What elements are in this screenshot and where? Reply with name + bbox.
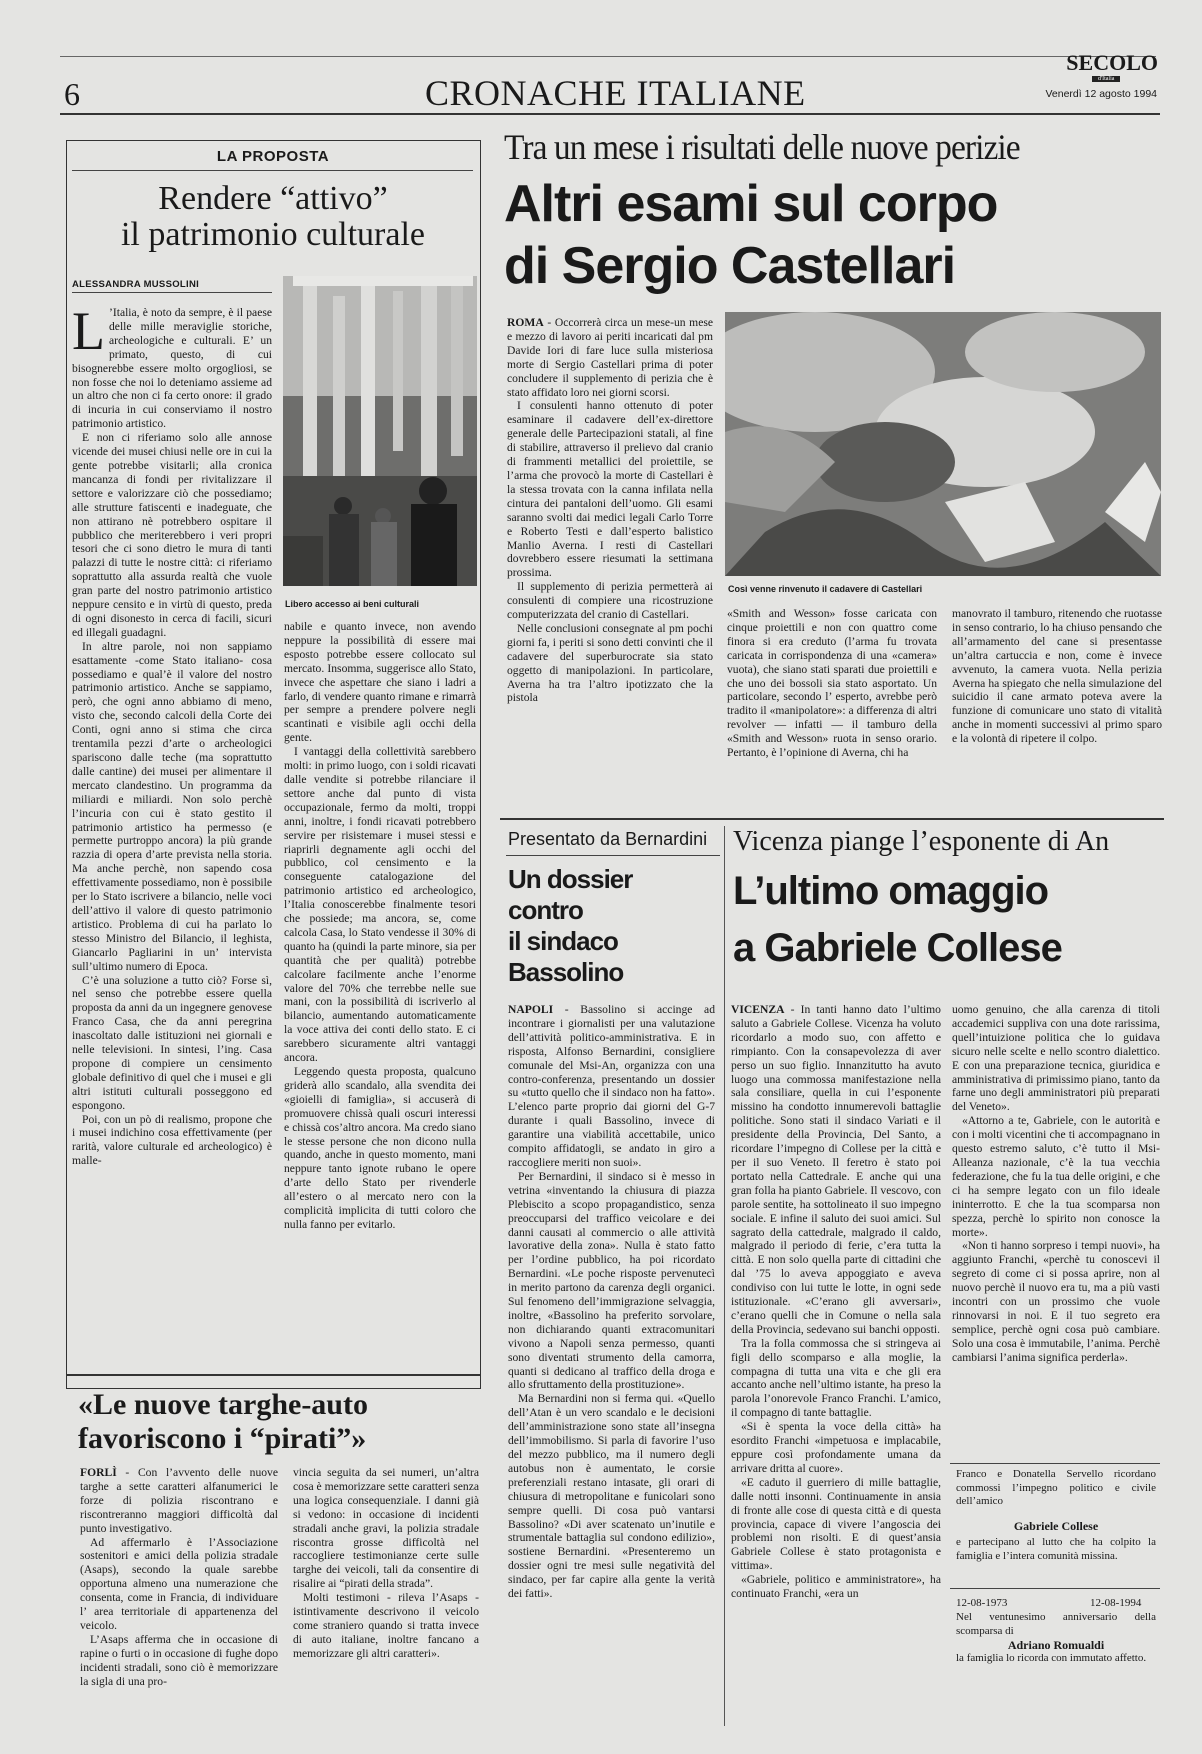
art1-photo-ruins xyxy=(283,276,477,586)
art4-col1-p2: Tra la folla commossa che si stringeva ai figli dello scomparso e alla moglie, la compagna di tutta una vita e che gli era accanto anche nell’ultimo istante, ha preso la parola l’onorevole Franco Franchi. L’amico, il compagno di tante battaglie. xyxy=(731,1336,941,1420)
art4-dateline: VICENZA xyxy=(731,1003,785,1016)
art4-title-line2: a Gabriele Collese xyxy=(733,926,1062,970)
art1-col1-p2: E non ci riferiamo solo alle annose vicende dei musei chiusi nelle ore in cui la gente potrebbe visitarli; alla cronica mancanza di fondi per rivitalizzare il settore e valorizzare ciò che possediamo; alle strutture fatiscenti e inadeguate, che non attirano nè potrebbero ospitare il pubblico che meriterebbero i veri propri tesori che ci sono dietro le mura di tanti palazzi di tutte le nostre città: ci riferiamo soprattutto alla assurda realtà che vuole gran parte del nostro patrimonio artistico neppure censito e in virtù di questo, preda di ogni disonesto in cerca di facili, sicuri ed illegali guadagni. xyxy=(72,431,272,639)
notice-servello-text2: e partecipano al lutto che ha colpito la famiglia e l’intera comunità missina. xyxy=(956,1536,1156,1562)
art2-col3-p1: manovrato il tamburo, ritenendo che ruotasse in senso contrario, lo ha chiuso pensando che all’armamento del cane si presentasse un’altra cartuccia e non, come è invece avvenuto, la camera vuota. Nella perizia Averna ha spiegato che nella simulazione del suicidio il cane armato poteva avere la funzione di comunicare uno stato di vitalità anche in momenti successivi al primo sparo e la volontà di ripetere il colpo. xyxy=(952,607,1162,746)
masthead: SECOLO xyxy=(1066,50,1158,75)
art5-col2-p1: vincia seguita da sei numeri, un’altra cosa è memorizzare sette caratteri senza una logica consequenziale. I danni già si vedono: in occasione di incidenti stradali anche gravi, la polizia stradale riscontra grosse difficoltà nel raccogliere testimonianze certe sulle targhe dei veicoli, tali da consentire di risalire ai “pirati della strada”. xyxy=(293,1466,479,1591)
art2-column-2 xyxy=(727,607,937,807)
art3-p3: Ma Bernardini non si ferma qui. «Quello dell’Atan è un vero scandalo e le decisioni dell’amministrazione sono state all’insegna dell’immobilismo. Si parla di favorire l’uso del mezzo pubblico, ma il numero degli autobus non è aumentato, le corsie preferenziali restano intasate, gli orari di chiusura di metropolitane e funicolari sono sempre quelli. Di cosa può vantarsi Bassolino? «Di aver scatenato un’inutile e strumentale battaglia sul condono edilizio», sostiene Bernardini. «Presenteremo un dossier ogni tre mesi sulle negatività del sindaco, per far capire alla gente la verità dei fatti». xyxy=(508,1392,715,1601)
notice-romualdi-text: Nel ventunesimo anniversario della scomparsa di xyxy=(956,1611,1156,1637)
art1-dropcap: L xyxy=(72,306,105,361)
art5-column-2 xyxy=(293,1466,479,1736)
art2-photo-body xyxy=(725,312,1161,576)
art1-column-1 xyxy=(72,306,272,1352)
header-bottom-rule xyxy=(60,113,1160,115)
art2-column-3 xyxy=(952,607,1162,807)
art4-overline: Vicenza piange l’esponente di An xyxy=(733,826,1110,857)
art4-col1-p5: «Gabriele, politico e amministratore», ha continuato Franchi, «era un xyxy=(731,1573,941,1601)
notice-romualdi-text2: la famiglia lo ricorda con immutato affetto. xyxy=(956,1652,1147,1664)
art4-col2-p3: «Non ti hanno sorpreso i tempi nuovi», ha aggiunto Franchi, «perchè tu conoscevi il segreto di come ci si possa aprire, non al nuovo perchè il nuovo era tu, ma a più vasti incontri con un prossimo che vuole rinnovarsi in noi. E il tuo segreto era semplice, perchè ogni cosa può cambiare. Solo una cosa è immutabile, l’anima. Perchè cambiarsi l’anima significa perderla». xyxy=(952,1239,1160,1364)
art4-col1-p1: VICENZA - In tanti hanno dato l’ultimo saluto a Gabriele Collese. Vicenza ha voluto ricordarlo a modo suo, con affetto e rimpianto. Con la consapevolezza di aver perso un suo figlio. Innanzitutto ha avuto luogo una commossa manifestazione nella sala consiliare, quella in cui l’esponente missino ha condotto innumerevoli battaglie politiche. Sono stati il sindaco Variati e il presidente della Provincia, Del Santo, a ricordare l’impegno di Collese per la città e per il suo Veneto. Il feretro è stato poi portato nella Cattedrale. E anche qui una gran folla ha pianto Gabriele. Il vescovo, con parole sentite, ha sottolineato il suo impegno sociale. E infine il saluto dei suoi amici. Sul sagrato della cattedrale, malgrado il caldo, malgrado il periodo di ferie, c’era tutta la città. E non solo quella parte di cittadini che dal ’75 lo aveva appoggiato e aveva condiviso con lui tutte le lotte, in ogni sede istituzionale. «C’erano gli avversari», c’erano quelli che in Comune o nella sala della Provincia, sedevano sui banchi opposti. xyxy=(731,1003,941,1336)
notice-servello-name: Gabriele Collese xyxy=(1013,1519,1099,1533)
art2-col1-p2: I consulenti hanno ottenuto di poter esaminare il cadavere dell’ex-direttore generale delle Partecipazioni statali, al fine di stabilire, attraverso il prelievo dal cranio di frammenti metallici del proiettile, se l’arma che provocò la morte di Castellari è la stessa trovata con la canna infilata nella cintura dei pantaloni dell’uomo. Gli esami saranno svolti dai medici legali Carlo Torre e Roberto Testi e dall’esperto balistico Manlio Averna. I resti di Castellari dovrebbero essere riesumati la settimana prossima. xyxy=(507,399,713,580)
issue-date: Venerdì 12 agosto 1994 xyxy=(1045,88,1157,100)
art2-overline: Tra un mese i risultati delle nuove perizie xyxy=(504,127,1020,167)
art4-col2-p2: «Attorno a te, Gabriele, con le autorità e con i molti vicentini che ti accompagnano in questo estremo saluto, c’è tutto il Msi-Alleanza nazionale, c’è la tua vecchia federazione, che fu la tua delle origini, e che ci ha sempre legato con un filo ideale ininterrotto. E che la tua scomparsa non spezza, perchè lo spirito non conosce la morte». xyxy=(952,1114,1160,1239)
art4-column-2 xyxy=(952,1003,1160,1438)
art4-column-1 xyxy=(731,1003,941,1723)
art2-col2-p1: «Smith and Wesson» fosse caricata con cinque proiettili e non con quattro come finora si era creduto (l’arma fu trovata caricata in corrispondenza di una «camera» vuota), che siano stati sparati due proiettili e che uno dei bossoli sia stato asportato. Un particolare, secondo l’ esperto, avrebbe però tradito il «manipolatore»: a differenza di altri revolver — infatti — il tamburo della «Smith and Wesson» ruota in senso orario. Pertanto, è l’opinione di Averna, chi ha xyxy=(727,607,937,760)
art3-title-line4: Bassolino xyxy=(508,957,624,987)
notice-servello-text: Franco e Donatella Servello ricordano commossi l’impegno politico e civile dell’amico xyxy=(956,1468,1156,1508)
notice-romualdi-name: Adriano Romualdi xyxy=(1007,1638,1105,1652)
art4-title-line1: L’ultimo omaggio xyxy=(733,869,1049,913)
page-number: 6 xyxy=(64,76,80,112)
ruins-illustration xyxy=(283,276,477,586)
art3-title-line3: il sindaco xyxy=(508,926,618,956)
art2-dateline: ROMA xyxy=(507,316,544,329)
art1-column-2 xyxy=(284,620,476,1360)
art5-col2-p2: Molti testimoni - rileva l’Asaps - istintivamente descrivono il veicolo come straniero quando si tratta invece di auto italiane, inoltre fancano a memorizzare gli altri caratteri». xyxy=(293,1591,479,1660)
art3-dateline: NAPOLI xyxy=(508,1003,554,1016)
art1-byline: ALESSANDRA MUSSOLINI xyxy=(72,279,200,290)
art1-kicker-rule xyxy=(72,170,473,171)
art3-overline-rule xyxy=(506,855,720,856)
section-title: CRONACHE ITALIANE xyxy=(425,73,806,113)
art1-col1-p1: L ’Italia, è noto da sempre, è il paese delle mille meraviglie storiche, archeologiche e culturali. E’ un primato, questo, di cui bisognerebbe essere molto orgogliosi, se non fosse che noi lo deteniamo assieme ad un altro che non ci fa certo onore: il grado di incuria in cui conserviamo il nostro patrimonio artistico. xyxy=(72,306,272,431)
art1-title-line2: il patrimonio culturale xyxy=(120,216,426,253)
art2-column-1 xyxy=(507,316,713,806)
masthead-sub: d'Italia xyxy=(1092,76,1120,82)
art1-kicker: LA PROPOSTA xyxy=(216,148,330,165)
art1-title-line1: Rendere “attivo” xyxy=(158,180,388,217)
art2-col1-p3: Il supplemento di perizia permetterà ai consulenti di compiere una ricostruzione computerizzata del cranio di Castellari. xyxy=(507,580,713,622)
art1-col1-p5: Poi, con un pò di realismo, propone che i musei indichino cosa effettivamente (per rarità, valore culturale ed archeologico) è malle- xyxy=(72,1112,272,1168)
art2-photo-caption: Così venne rinvenuto il cadavere di Castellari xyxy=(728,584,923,594)
art5-dateline: FORLÌ xyxy=(80,1466,117,1479)
body-photo-illustration xyxy=(725,312,1161,576)
art5-col1-p3: L’Asaps afferma che in occasione di rapine o furti o in occasione di fughe dopo incidenti stradali, sono ciò è memorizzare la sigla di una pro- xyxy=(80,1632,278,1688)
header-top-rule xyxy=(60,56,1156,57)
art1-col2-p1: nabile e quanto invece, non avendo neppure la possibilità di essere mai esposto potrebbe essere collocato sul mercato. Insomma, suggerisce allo Stato, invece che aspettare che siano i ladri a farlo, di vendere quanto rimane e rimarrà per sempre a prendere polvere negli scantinati e visibile agli occhi della gente. xyxy=(284,620,476,745)
art4-col1-p3: «Si è spenta la voce della città» ha esordito Franchi «impetuosa e implacabile, eppure così profondamente umana da arrivare dritta al cuore». xyxy=(731,1420,941,1475)
art3-p1: NAPOLI - Bassolino si accinge ad incontrare i giornalisti per una valutazione dell’attività politico-amministrativa. E in risposta, Alfonso Bernardini, consigliere comunale del Msi-An, organizza con una contro-conferenza, presentando un dossier su «tutto quello che il sindaco non ha fatto». L’elenco parte proprio dai giorni del G-7 durante i quali Bassolino, invece di garantire una viabilità accettabile, unico compito affidatogli, se andato in giro a raccogliere meriti non suoi». xyxy=(508,1003,715,1169)
art1-byline-rule xyxy=(72,292,272,293)
art5-title-line1: «Le nuove targhe-auto xyxy=(78,1388,368,1421)
art5-column-1 xyxy=(80,1466,278,1736)
art1-col1-p3: In altre parole, noi non sappiamo esattamente -come Stato italiano- cosa possediamo e qual’è il valore del nostro patrimonio artistico. Anche se sappiamo, però, che ogni anno abbiamo di meno, visto che, secondo calcoli della Corte dei Conti, ogni anno si stima che circa trentamila pezzi d’arte o archeologici spariscono dalle teche (ma soprattutto dalle cantine) dei musei per alimentare il mercato clandestino. Un programma da miliardi e miliardi. Non solo perchè l’incuria con cui è stato gestito il patrimonio artistico ha permesso (e permette purtroppo ancora) la più grande razzia di opera d’arte prevista nella storia. Ma anche perchè, non sapendo cosa effettivamente possediamo, non è possibile per lo Stato iscrivere a bilancio, nelle voci dell’attivo il valore di questo patrimonio artistico. Problema di cui ha parlato lo stesso Ministro del Bilancio, il leghista, Giancarlo Pagliarini in un’ intervista sull’ultimo numero di Epoca. xyxy=(72,639,272,973)
art1-col1-p4: C’è una soluzione a tutto ciò? Forse sì, nel senso che potrebbe essere quella proposta da anni da un ingegnere genovese Franco Casa, che da anni peregrina inascoltato dalle istituzioni nei giornali e nelle televisioni. In sintesi, l’ing. Casa propone di compiere un censimento globale definitivo di quel che i musei e gli altri istituti culturali posseggono ed espongono. xyxy=(72,973,272,1112)
art5-col1-p1: FORLÌ - Con l’avvento delle nuove targhe a sette caratteri alfanumerici le forze di polizia riscontrano e riscontreranno maggiori difficoltà dal punto investigativo. xyxy=(80,1466,278,1535)
art3-art4-divider xyxy=(724,826,725,1726)
art3-title-line1: Un dossier xyxy=(508,864,633,894)
art3-title-line2: contro xyxy=(508,895,583,925)
art5-top-rule xyxy=(66,1374,480,1376)
notice-romualdi-date-left: 12-08-1973 xyxy=(956,1597,1008,1609)
art1-photo-caption: Libero accesso ai beni culturali xyxy=(285,599,420,609)
art2-title-line2: di Sergio Castellari xyxy=(504,237,956,295)
art3-body xyxy=(508,1003,715,1723)
art2-col1-p1: ROMA - Occorrerà circa un mese-un mese e mezzo di lavoro ai periti incaricati dal pm Davide Iori di fare luce sulla misteriosa morte di Sergio Castellari prima di poter concludere il supplemento di perizia che è stato affidato loro nei giorni scorsi. xyxy=(507,316,713,399)
art3-overline: Presentato da Bernardini xyxy=(508,829,708,849)
art1-col2-p3: Leggendo questa proposta, qualcuno griderà allo scandalo, alla svendita dei «gioielli di famiglia», si accuserà di promuovere chissà quali oscuri interessi e chissà cos’altro ancora. Ma credo siano le stesse persone che non dicono nulla quando, anche in questo momento, mani neppure tanto ignote rubano le opere d’arte dello Stato per rivenderle all’estero o al mercato nero con la complicità implicita di tutti coloro che nulla fanno per evitarlo. xyxy=(284,1065,476,1231)
art2-col1-p4: Nelle conclusioni consegnate al pm pochi giorni fa, i periti si sono detti convinti che il cadavere del superburocrate sia stato oggetto di manipolazioni. In particolare, Averna ha tra l’altro ipotizzato che la pistola xyxy=(507,621,713,705)
art2-bottom-rule xyxy=(500,818,1164,820)
art5-col1-p2: Ad affermarlo è l’Associazione sostenitori e amici della polizia stradale (Asaps), secondo la quale sarebbe opportuna almeno una numerazione che consenta, come in Francia, di individuare l’ area territoriale di appartenenza del veicolo. xyxy=(80,1535,278,1632)
art1-col2-p2: I vantaggi della collettività sarebbero molti: in primo luogo, con i soldi ricavati dalle vendite si potrebbe rilanciare il settore anche dal punto di vista occupazionale, fermo da molti, troppi anni, inoltre, i fondi ricavati potrebbero servire per risistemare i musei stessi e riaprirli degnamente agli occhi del pubblico, col censimento e la conseguente catalogazione del patrimonio artistico ed archeologico, l’Italia conoscerebbe finalmente tesori che possiede; ma ancora, se, come calcola Casa, lo Stato vendesse il 30% di quanto ha (quindi la parte minore, sia per quantità che per qualità) potrebbe calcolare facilmente anche l’enorme valore del 70% che terrebbe nelle sue mani, con la possibilità di iscriverlo al bilancio, aumentando automaticamente la voce attiva dei conti dello stato. E ci sarebbero sicuramente altri vantaggi ancora. xyxy=(284,745,476,1065)
art4-col1-p4: «E caduto il guerriero di mille battaglie, dalle notti insonni. Continuamente in ansia di fronte alle cose di questa città e di questa provincia, capace di vivere l’angoscia dei problemi non risolti. E di quest’ansia Gabriele Collese è stato protagonista e vittima». xyxy=(731,1475,941,1573)
art5-title-line2: favoriscono i “pirati”» xyxy=(78,1422,367,1455)
art4-col2-p1: uomo genuino, che alla carenza di titoli accademici suppliva con una dote rarissima, quell’intuizione politica che lo guidava sicuro nelle scelte e nello scontro dialettico. E con una preparazione tecnica, giuridica e amministrativa di primissimo piano, tanto da farne uno degli amministratori più preparati del Veneto». xyxy=(952,1003,1160,1114)
art3-p2: Per Bernardini, il sindaco si è messo in vetrina «inventando la chiusura di piazza Plebiscito a scopo propagandistico, senza preoccuparsi del traffico veicolare e dei danni causati al commercio o alle attività lavorative della zona». Nulla è stato fatto per l’ordine pubblico, ha poi ricordato Bernardini. «Le poche risposte pervenutecì in merito partono da carenza degli organici. Sul fenomeno dell’immigrazione selvaggia, inoltre, «Bassolino ha preferito sorvolare, non dichiarando quanti extracomunitari vivono a Napoli senza permesso, quanti sono diventati strumento della camorra, quanti si dedicano al traffico della droga e allo sfruttamento della prostituzione». xyxy=(508,1169,715,1392)
art2-title-line1: Altri esami sul corpo xyxy=(504,175,998,233)
notice-romualdi-date-right: 12-08-1994 xyxy=(1090,1597,1142,1609)
